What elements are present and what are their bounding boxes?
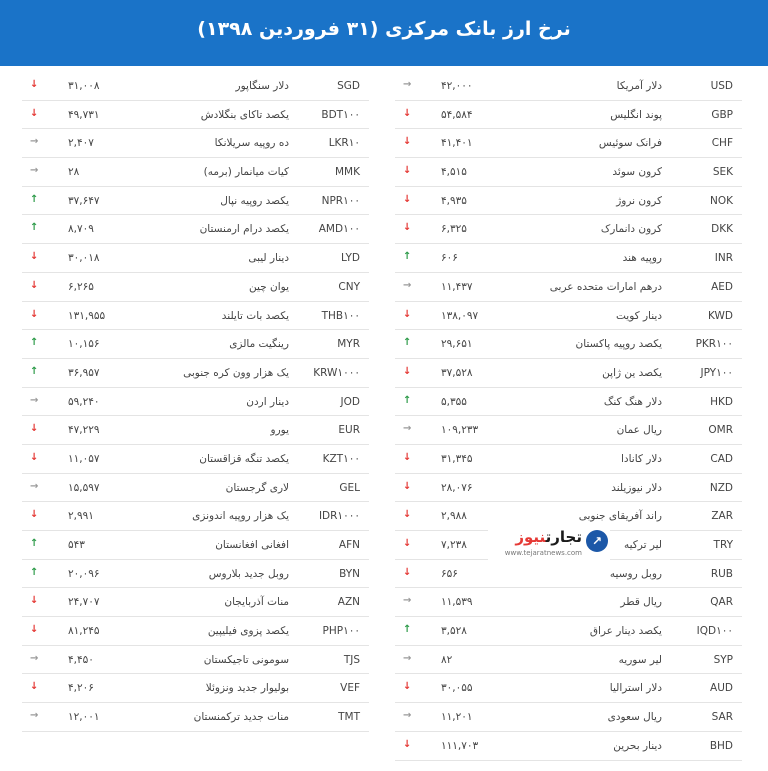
currency-code: BHD — [709, 739, 733, 752]
arrow-down-icon: ↓ — [403, 365, 412, 377]
currency-row — [395, 359, 742, 388]
arrow-down-icon: ↓ — [403, 222, 412, 234]
currency-price: ۴,۴۵۰ — [68, 653, 94, 666]
arrow-down-icon: ↓ — [403, 480, 412, 492]
currency-name: روپیه هند — [622, 252, 662, 265]
currency-price: ۲,۴۰۷ — [68, 137, 94, 150]
currency-code: SEK — [712, 166, 733, 179]
currency-name: لیر ترکیه — [623, 539, 662, 551]
arrow-down-icon: ↓ — [403, 566, 412, 578]
currency-price: ۵۹,۲۴۰ — [68, 395, 100, 408]
arrow-up-icon: ↑ — [30, 566, 39, 578]
currency-code: IQD۱۰۰ — [696, 625, 733, 638]
currency-price: ۶۰۶ — [441, 252, 458, 265]
currency-price: ۱۳۸,۰۹۷ — [441, 309, 479, 322]
arrow-up-icon: ↑ — [30, 193, 39, 205]
currency-row — [395, 302, 742, 331]
currency-row — [22, 359, 369, 388]
currency-name: افغانی افغانستان — [215, 539, 289, 551]
currency-code: NZD — [709, 481, 733, 494]
currency-row — [395, 187, 742, 216]
arrow-right-icon: → — [403, 595, 412, 607]
currency-name: کیات میانمار (برمه) — [203, 166, 289, 179]
currency-code: GEL — [339, 481, 360, 494]
tejaratnews-logo — [488, 528, 610, 562]
currency-code: PKR۱۰۰ — [695, 338, 733, 351]
currency-name: دینار بحرین — [613, 739, 662, 752]
currency-row — [395, 674, 742, 703]
currency-code: MMK — [334, 166, 360, 179]
currency-code: HKD — [710, 395, 733, 408]
currency-price: ۸,۷۰۹ — [68, 223, 94, 236]
currency-name: یک هزار روپیه اندونزی — [192, 510, 289, 523]
currency-name: یوان چین — [249, 280, 289, 293]
currency-price: ۱۱,۴۳۷ — [441, 280, 473, 293]
arrow-right-icon: → — [403, 710, 412, 722]
currency-row — [22, 129, 369, 158]
arrow-right-icon: → — [30, 710, 39, 722]
arrow-up-icon: ↑ — [403, 394, 412, 406]
currency-name: دلار هنگ کنگ — [603, 395, 662, 408]
currency-row — [395, 732, 742, 761]
currency-price: ۲۹,۶۵۱ — [441, 338, 473, 351]
currency-code: IDR۱۰۰۰ — [318, 510, 360, 523]
currency-row — [22, 560, 369, 589]
currency-code: AED — [711, 280, 733, 293]
currency-row — [395, 617, 742, 646]
arrow-down-icon: ↓ — [30, 79, 39, 90]
arrow-down-icon: ↓ — [30, 107, 39, 119]
arrow-up-icon: ↑ — [30, 365, 39, 377]
currency-name: دلار آمریکا — [616, 80, 662, 92]
currency-code: QAR — [710, 596, 733, 609]
arrow-right-icon: → — [30, 480, 39, 492]
currency-price: ۴۱,۴۰۱ — [441, 137, 473, 150]
currency-price: ۱۳۱,۹۵۵ — [68, 309, 106, 322]
currency-code: TJS — [343, 653, 360, 666]
currency-row — [395, 646, 742, 675]
arrow-down-icon: ↓ — [30, 681, 39, 693]
currency-name: لیر سوریه — [618, 653, 662, 666]
arrow-down-icon: ↓ — [30, 509, 39, 521]
currency-price: ۱۱,۰۵۷ — [68, 452, 100, 465]
currency-name: یکصد تاکای بنگلادش — [200, 108, 289, 121]
currency-code: OMR — [708, 424, 733, 437]
currency-price: ۵,۳۵۵ — [441, 395, 467, 408]
currency-code: SAR — [711, 711, 733, 724]
currency-name: دینار اردن — [246, 395, 289, 408]
page-title: نرخ ارز بانک مرکزی (۳۱ فروردین ۱۳۹۸) — [197, 18, 571, 40]
currency-price: ۲۸,۰۷۶ — [441, 481, 473, 494]
currency-row — [22, 101, 369, 130]
currency-code: SGD — [337, 80, 360, 92]
arrow-right-icon: → — [403, 279, 412, 291]
currency-code: LKR۱۰ — [328, 137, 360, 150]
currency-price: ۱۲,۰۰۱ — [68, 711, 100, 724]
currency-row — [395, 588, 742, 617]
currency-price: ۶,۳۲۵ — [441, 223, 467, 236]
currency-row — [22, 531, 369, 560]
arrow-down-icon: ↓ — [30, 423, 39, 435]
currency-name: ریال سعودی — [607, 711, 662, 724]
currency-name: ریال عمان — [616, 424, 662, 437]
currency-table-left — [22, 72, 369, 732]
arrow-down-icon: ↓ — [403, 165, 412, 177]
currency-row — [22, 215, 369, 244]
currency-price: ۳۰,۰۱۸ — [68, 252, 100, 265]
logo-wordmark: تجارتنیوز — [515, 528, 582, 546]
currency-code: VEF — [340, 682, 360, 695]
currency-code: NPR۱۰۰ — [321, 194, 360, 207]
currency-price: ۱۵,۵۹۷ — [68, 481, 100, 494]
currency-name: یک هزار وون کره جنوبی — [183, 366, 289, 379]
currency-price: ۴,۹۳۵ — [441, 194, 467, 207]
currency-row — [22, 187, 369, 216]
currency-code: PHP۱۰۰ — [322, 625, 360, 638]
currency-price: ۳۷,۶۴۷ — [68, 194, 100, 207]
currency-name: روبل جدید بلاروس — [208, 567, 289, 580]
currency-row — [395, 101, 742, 130]
currency-price: ۶,۲۶۵ — [68, 280, 94, 293]
currency-table-right — [395, 72, 742, 761]
currency-code: AFN — [338, 539, 360, 551]
currency-code: AZN — [337, 596, 360, 609]
page-header — [0, 0, 768, 66]
currency-price: ۳,۵۲۸ — [441, 625, 467, 638]
currency-price: ۲۰,۰۹۶ — [68, 567, 100, 580]
currency-row — [395, 273, 742, 302]
currency-name: منات آذربایجان — [224, 596, 289, 609]
currency-code: KZT۱۰۰ — [322, 452, 360, 465]
currency-price: ۲۴,۷۰۷ — [68, 596, 100, 609]
currency-code: USD — [710, 80, 733, 92]
currency-code: BYN — [339, 567, 360, 580]
currency-row — [395, 330, 742, 359]
currency-price: ۲,۹۸۸ — [441, 510, 467, 523]
arrow-right-icon: → — [403, 423, 412, 435]
currency-row — [395, 388, 742, 417]
arrow-right-icon: → — [403, 652, 412, 664]
arrow-right-icon: → — [30, 165, 39, 177]
arrow-down-icon: ↓ — [30, 451, 39, 463]
arrow-down-icon: ↓ — [403, 509, 412, 521]
currency-name: کرون سوئد — [612, 166, 662, 179]
currency-name: یکصد دینار عراق — [589, 625, 662, 638]
currency-name: پوند انگلیس — [610, 108, 662, 121]
currency-row — [22, 703, 369, 732]
currency-price: ۳۶,۹۵۷ — [68, 366, 100, 379]
currency-code: JOD — [340, 395, 360, 408]
currency-name: منات جدید ترکمنستان — [193, 711, 289, 724]
currency-price: ۴۹,۷۳۱ — [68, 108, 100, 121]
currency-price: ۴,۲۰۶ — [68, 682, 94, 695]
currency-name: دینار کویت — [615, 309, 662, 322]
currency-row — [395, 416, 742, 445]
currency-row — [395, 72, 742, 101]
currency-row — [395, 129, 742, 158]
currency-code: LYD — [341, 252, 360, 265]
arrow-up-icon: ↑ — [403, 337, 412, 349]
currency-row — [22, 416, 369, 445]
arrow-down-icon: ↓ — [403, 738, 412, 750]
currency-name: رینگیت مالزی — [229, 338, 289, 351]
currency-code: AMD۱۰۰ — [318, 223, 360, 236]
currency-row — [22, 445, 369, 474]
arrow-up-icon: ↑ — [403, 251, 412, 263]
currency-price: ۳۱,۰۰۸ — [68, 80, 100, 92]
currency-price: ۱۰,۱۵۶ — [68, 338, 100, 351]
currency-price: ۳۱,۳۴۵ — [441, 452, 473, 465]
currency-name: دلار کانادا — [621, 452, 662, 465]
currency-price: ۷,۲۳۸ — [441, 539, 467, 551]
currency-price: ۸۲ — [441, 653, 453, 666]
currency-row — [395, 445, 742, 474]
arrow-right-icon: → — [403, 79, 412, 90]
currency-code: THB۱۰۰ — [321, 309, 360, 322]
currency-name: کرون نروژ — [616, 194, 662, 207]
arrow-down-icon: ↓ — [30, 595, 39, 607]
currency-code: CHF — [711, 137, 733, 150]
currency-row — [22, 502, 369, 531]
currency-price: ۱۰۹,۲۳۳ — [441, 424, 479, 437]
currency-price: ۴۷,۲۲۹ — [68, 424, 100, 437]
currency-price: ۴۲,۰۰۰ — [441, 80, 473, 92]
currency-row — [22, 474, 369, 503]
currency-row — [22, 646, 369, 675]
currency-code: SYP — [713, 653, 733, 666]
currency-name: ریال قطر — [620, 596, 662, 609]
arrow-down-icon: ↓ — [30, 251, 39, 263]
arrow-right-icon: → — [30, 652, 39, 664]
currency-name: یکصد روپیه پاکستان — [575, 338, 662, 351]
currency-row — [22, 388, 369, 417]
currency-name: یکصد تنگه قزاقستان — [199, 452, 289, 465]
arrow-down-icon: ↓ — [403, 107, 412, 119]
currency-code: TMT — [338, 711, 360, 724]
currency-name: درهم امارات متحده عربی — [549, 280, 662, 293]
currency-price: ۵۴,۵۸۴ — [441, 108, 473, 121]
logo-mark-icon: ↗ — [586, 530, 608, 552]
currency-row — [395, 474, 742, 503]
currency-code: ZAR — [711, 510, 733, 523]
currency-code: CAD — [710, 452, 733, 465]
currency-price: ۱۱,۵۳۹ — [441, 596, 473, 609]
currency-name: دلار سنگاپور — [235, 80, 289, 92]
arrow-up-icon: ↑ — [30, 337, 39, 349]
currency-price: ۸۱,۲۴۵ — [68, 625, 100, 638]
currency-price: ۱۱,۲۰۱ — [441, 711, 473, 724]
currency-row — [395, 215, 742, 244]
currency-row — [22, 72, 369, 101]
currency-name: ده روپیه سریلانکا — [214, 137, 289, 150]
arrow-right-icon: → — [30, 136, 39, 148]
currency-row — [22, 158, 369, 187]
currency-code: TRY — [713, 539, 733, 551]
currency-row — [22, 302, 369, 331]
currency-code: KRW۱۰۰۰ — [313, 366, 360, 379]
currency-code: EUR — [338, 424, 360, 437]
currency-price: ۳۰,۰۵۵ — [441, 682, 473, 695]
currency-name: روبل روسیه — [609, 567, 662, 580]
currency-row — [22, 617, 369, 646]
currency-name: راند آفریقای جنوبی — [578, 510, 662, 523]
currency-code: GBP — [711, 108, 733, 121]
currency-name: یورو — [270, 424, 289, 437]
currency-name: فرانک سوئیس — [598, 137, 662, 150]
currency-row — [22, 674, 369, 703]
arrow-down-icon: ↓ — [403, 451, 412, 463]
currency-price: ۲,۹۹۱ — [68, 510, 94, 523]
currency-price: ۱۱۱,۷۰۳ — [441, 739, 479, 752]
arrow-down-icon: ↓ — [30, 624, 39, 636]
logo-url: www.tejaratnews.com — [504, 549, 582, 557]
currency-row — [22, 244, 369, 273]
currency-price: ۳۷,۵۲۸ — [441, 366, 473, 379]
arrow-down-icon: ↓ — [403, 193, 412, 205]
currency-code: INR — [714, 252, 733, 265]
currency-name: یکصد پزوی فیلیپین — [207, 625, 289, 638]
currency-code: AUD — [710, 682, 733, 695]
currency-price: ۲۸ — [68, 166, 80, 179]
currency-name: دلار نیوزیلند — [611, 481, 662, 494]
currency-name: دلار استرالیا — [609, 682, 662, 695]
currency-code: RUB — [710, 567, 733, 580]
arrow-down-icon: ↓ — [403, 308, 412, 320]
currency-code: JPY۱۰۰ — [700, 366, 733, 379]
arrow-up-icon: ↑ — [403, 624, 412, 636]
arrow-down-icon: ↓ — [403, 681, 412, 693]
currency-code: NOK — [709, 194, 733, 207]
arrow-right-icon: → — [30, 394, 39, 406]
currency-name: یکصد ین ژاپن — [602, 366, 662, 379]
currency-price: ۶۵۶ — [441, 567, 458, 580]
arrow-up-icon: ↑ — [30, 222, 39, 234]
currency-row — [395, 560, 742, 589]
currency-code: CNY — [338, 280, 360, 293]
currency-name: یکصد روپیه نپال — [220, 194, 289, 207]
currency-name: سومونی تاجیکستان — [203, 653, 289, 666]
arrow-down-icon: ↓ — [403, 538, 412, 549]
currency-price: ۴,۵۱۵ — [441, 166, 467, 179]
arrow-up-icon: ↑ — [30, 538, 39, 549]
currency-code: DKK — [711, 223, 733, 236]
currency-code: BDT۱۰۰ — [321, 108, 360, 121]
currency-name: دینار لیبی — [248, 252, 289, 265]
arrow-down-icon: ↓ — [30, 279, 39, 291]
currency-name: یکصد بات تایلند — [221, 309, 289, 322]
currency-code: MYR — [337, 338, 360, 351]
currency-row — [395, 502, 742, 531]
currency-name: یکصد درام ارمنستان — [199, 223, 289, 236]
currency-row — [395, 703, 742, 732]
currency-code: KWD — [708, 309, 733, 322]
currency-row — [395, 158, 742, 187]
currency-row — [22, 330, 369, 359]
currency-row — [395, 244, 742, 273]
currency-row — [22, 588, 369, 617]
currency-price: ۵۴۳ — [68, 539, 85, 551]
arrow-down-icon: ↓ — [403, 136, 412, 148]
arrow-down-icon: ↓ — [30, 308, 39, 320]
currency-name: کرون دانمارک — [600, 223, 662, 236]
currency-name: لاری گرجستان — [225, 481, 289, 494]
currency-name: بولیوار جدید ونزوئلا — [205, 682, 289, 695]
currency-row — [22, 273, 369, 302]
